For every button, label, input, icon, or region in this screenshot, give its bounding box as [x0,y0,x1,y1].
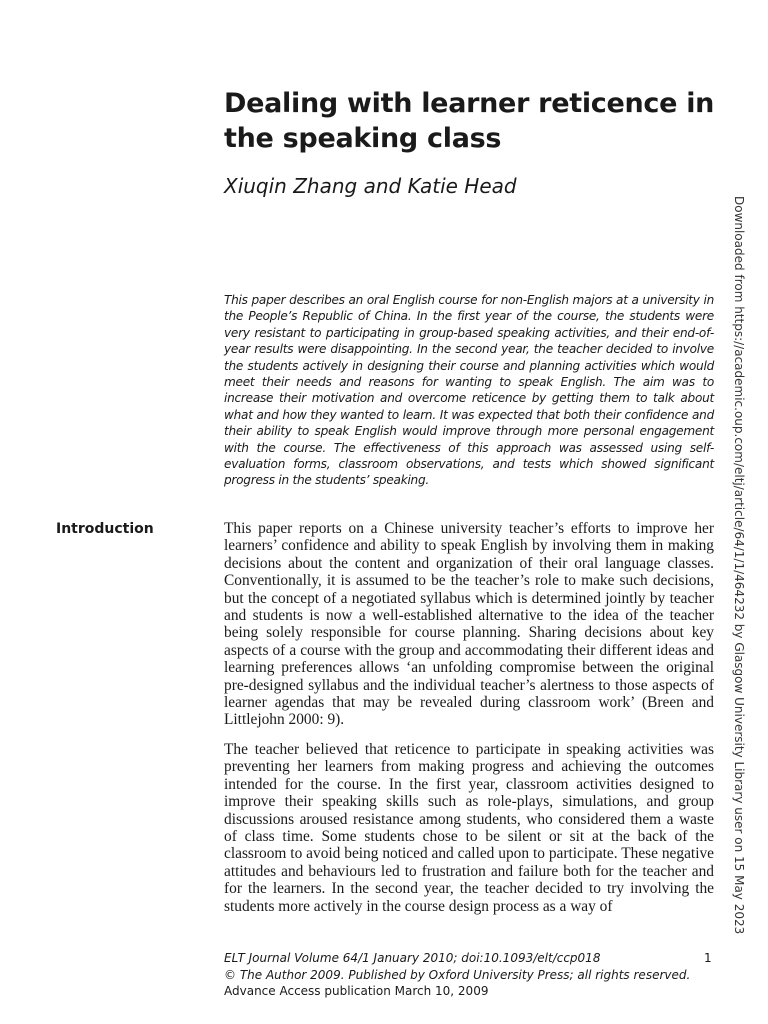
article-abstract: This paper describes an oral English course for non-English majors at a university in the People’s Republic of China. In the first year of the course, the students were very resistant to participating in group-based speaking activities, and their end-of-year results were disappointing. In the second year, the teacher decided to involve the students actively in designing their course and planning activities which would meet their needs and reasons for wanting to speak English. The aim was to increase their motivation and overcome reticence by getting them to talk about what and how they wanted to learn. It was expected that both their confidence and their ability to speak English would improve through more personal engagement with the course. The effectiveness of this approach was assessed using self-evaluation forms, classroom observations, and tests which showed significant progress in the students’ speaking. [224,293,714,488]
page-footer [224,950,714,1000]
article-authors: Xiuqin Zhang and Katie Head [224,174,517,198]
download-notice: Downloaded from https://academic.oup.com/eltj/article/64/1/1/464232 by Glasgow University Library user on 15 May 2023 [732,196,746,935]
page-number: 1 [704,951,712,965]
section-heading-introduction: Introduction [56,521,154,537]
copyright-notice: © The Author 2009. Published by Oxford University Press; all rights reserved. [224,967,691,982]
advance-access-notice: Advance Access publication March 10, 2009 [224,984,489,998]
journal-citation: ELT Journal Volume 64/1 January 2010; doi:10.1093/elt/ccp018 [224,951,601,965]
body-paragraph: The teacher believed that reticence to participate in speaking activities was preventing her learners from making progress and achieving the outcomes intended for the course. In the first year, classroom activities designed to improve their speaking skills such as role-plays, simulations, and group discussions aroused resistance among students, who considered them a waste of class time. Some students chose to be silent or sit at the back of the classroom to avoid being noticed and called upon to participate. These negative attitudes and behaviours led to frustration and failure both for the teacher and for the learners. In the second year, the teacher decided to try involving the students more actively in the course design process as a way of [224,741,714,915]
article-title: Dealing with learner reticence in the speaking class [224,88,715,154]
body-paragraph: This paper reports on a Chinese university teacher’s efforts to improve her learners’ confidence and ability to speak English by involving them in making decisions about the content and organization of their oral language classes. Conventionally, it is assumed to be the teacher’s role to make such decisions, but the concept of a negotiated syllabus which is determined jointly by teacher and students is now a well-established alternative to the idea of the teacher being solely responsible for course planning. Sharing decisions about key aspects of a course with the group and accommodating their different ideas and learning preferences allows ‘an unfolding compromise between the original pre-designed syllabus and the individual teacher’s alertness to those aspects of learner agendas that may be revealed during classroom work’ (Breen and Littlejohn 2000: 9). [224,520,714,729]
